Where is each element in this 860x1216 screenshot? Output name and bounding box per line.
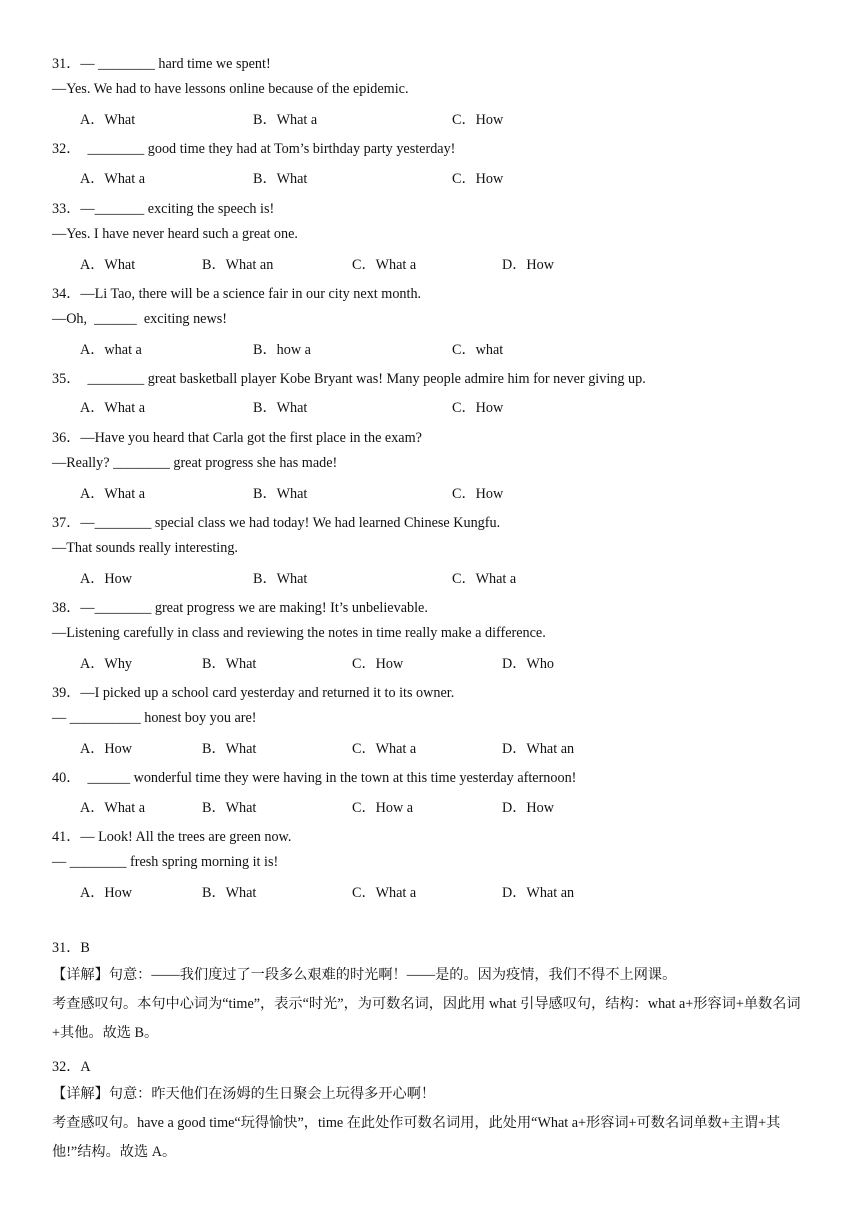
- question-36-stem: 36．—Have you heard that Carla got the first place in the exam?: [52, 430, 422, 446]
- question-40-option-b: B．What: [202, 800, 257, 816]
- question-32-option-b: B．What: [253, 171, 308, 187]
- question-38-option-d: D．Who: [502, 656, 555, 672]
- answer-32-explanation: 考查感叹句。have a good time“玩得愉快”，time 在此处作可数名词用，此处用“What a+形容词+可数名词单数+主谓+其他!”结构。故选 A。: [52, 1115, 781, 1160]
- question-32-option-c: C．How: [452, 171, 504, 187]
- question-38-option-c: C．How: [352, 656, 404, 672]
- question-39-option-c: C．What a: [352, 741, 417, 757]
- question-41-option-a: A．How: [80, 885, 133, 901]
- question-38-option-b: B．What: [202, 656, 257, 672]
- question-41-option-b: B．What: [202, 885, 257, 901]
- question-34-option-c: C．what: [452, 342, 504, 358]
- answer-32-key: 32．A: [52, 1059, 91, 1075]
- answer-31-detail: 【详解】句意：——我们度过了一段多么艰难的时光啊！——是的。因为疫情，我们不得不上网课。: [52, 967, 677, 983]
- question-35-stem: 35． ________ great basketball player Kobe Bryant was! Many people admire him for never giving up.: [52, 371, 646, 387]
- question-39-option-d: D．What an: [502, 741, 575, 757]
- question-34-stem: 34．—Li Tao, there will be a science fair in our city next month.: [52, 286, 422, 302]
- question-31-option-b: B．What a: [253, 112, 318, 128]
- question-37-option-c: C．What a: [452, 571, 517, 587]
- question-31-option-a: A．What: [80, 112, 136, 128]
- question-34-options: [80, 339, 780, 359]
- question-37-stem: 37．—________ special class we had today! We had learned Chinese Kungfu.: [52, 515, 501, 531]
- question-40-option-d: D．How: [502, 800, 555, 816]
- question-36-option-b: B．What: [253, 486, 308, 502]
- question-34-option-b: B．how a: [253, 342, 311, 358]
- question-38-options: [80, 653, 780, 673]
- question-34-option-a: A．what a: [80, 342, 142, 358]
- question-39-options: [80, 738, 780, 758]
- question-39-stem: 39．—I picked up a school card yesterday and returned it to its owner.: [52, 685, 455, 701]
- question-36-options: [80, 483, 780, 503]
- answer-31-explanation: 考查感叹句。本句中心词为“time”，表示“时光”，为可数名词，因此用 what 引导感叹句，结构：what a+形容词+单数名词+其他。故选 B。: [52, 996, 801, 1041]
- question-36-reply: —Really? ________ great progress she has made!: [52, 455, 338, 471]
- question-31-option-c: C．How: [452, 112, 504, 128]
- question-40-options: [80, 797, 780, 817]
- question-39-option-a: A．How: [80, 741, 133, 757]
- question-40-option-c: C．How a: [352, 800, 414, 816]
- question-37-reply: —That sounds really interesting.: [52, 540, 238, 556]
- question-37-option-a: A．How: [80, 571, 133, 587]
- question-36-option-a: A．What a: [80, 486, 146, 502]
- question-37-options: [80, 568, 780, 588]
- question-33-option-c: C．What a: [352, 257, 417, 273]
- question-41-options: [80, 882, 780, 902]
- question-41-option-c: C．What a: [352, 885, 417, 901]
- question-35-option-b: B．What: [253, 400, 308, 416]
- question-38-stem: 38．—________ great progress we are making! It’s unbelievable.: [52, 600, 428, 616]
- answer-31-key: 31．B: [52, 940, 90, 956]
- question-36-option-c: C．How: [452, 486, 504, 502]
- question-39-option-b: B．What: [202, 741, 257, 757]
- question-31-options: [80, 109, 780, 129]
- question-31-reply: —Yes. We had to have lessons online because of the epidemic.: [52, 81, 409, 97]
- answer-31-block: [52, 961, 812, 1048]
- question-40-option-a: A．What a: [80, 800, 146, 816]
- question-33-option-b: B．What an: [202, 257, 274, 273]
- question-34-reply: —Oh, ______ exciting news!: [52, 311, 227, 327]
- answer-32-block: [52, 1080, 812, 1167]
- question-35-options: [80, 397, 780, 417]
- question-40-stem: 40． ______ wonderful time they were having in the town at this time yesterday afternoon!: [52, 770, 577, 786]
- question-33-option-a: A．What: [80, 257, 136, 273]
- question-32-option-a: A．What a: [80, 171, 146, 187]
- question-41-reply: — ________ fresh spring morning it is!: [52, 854, 279, 870]
- question-35-option-c: C．How: [452, 400, 504, 416]
- question-38-reply: —Listening carefully in class and reviewing the notes in time really make a difference.: [52, 625, 546, 641]
- question-38-option-a: A．Why: [80, 656, 133, 672]
- question-39-reply: — __________ honest boy you are!: [52, 710, 257, 726]
- question-33-options: [80, 254, 780, 274]
- question-41-option-d: D．What an: [502, 885, 575, 901]
- question-32-options: [80, 168, 780, 188]
- question-33-option-d: D．How: [502, 257, 555, 273]
- question-37-option-b: B．What: [253, 571, 308, 587]
- question-32-stem: 32． ________ good time they had at Tom’s birthday party yesterday!: [52, 141, 456, 157]
- question-33-stem: 33．—_______ exciting the speech is!: [52, 201, 275, 217]
- question-35-option-a: A．What a: [80, 400, 146, 416]
- question-31-stem: 31．— ________ hard time we spent!: [52, 56, 271, 72]
- answer-32-detail: 【详解】句意：昨天他们在汤姆的生日聚会上玩得多开心啊！: [52, 1086, 436, 1102]
- question-41-stem: 41．— Look! All the trees are green now.: [52, 829, 292, 845]
- question-33-reply: —Yes. I have never heard such a great one.: [52, 226, 298, 242]
